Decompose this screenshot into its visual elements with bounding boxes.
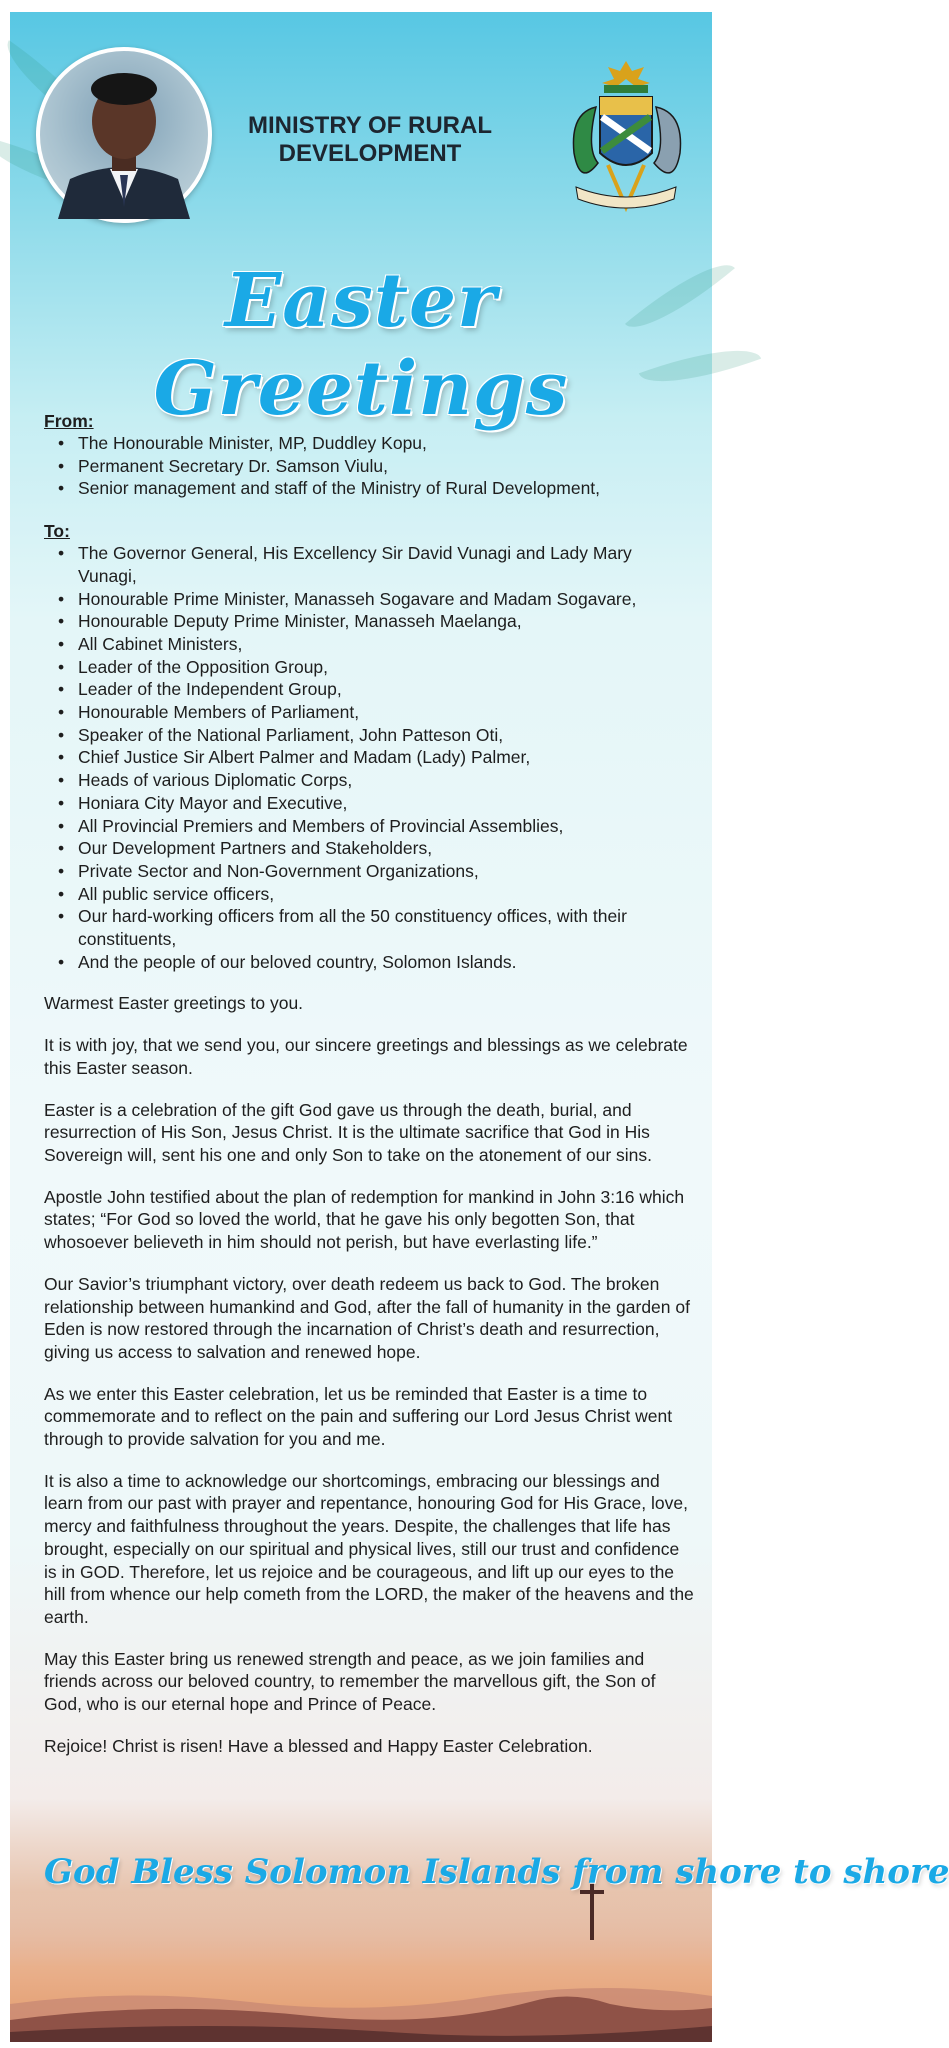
easter-greetings-title: Easter Greetings [153,258,569,432]
list-item: • Honourable Prime Minister, Manasseh Sogavare and Madam Sogavare, [44,588,694,611]
list-item: • Our hard-working officers from all the 50 constituency offices, with their constituents, [44,905,694,950]
paragraph: Rejoice! Christ is risen! Have a blessed and Happy Easter Celebration. [44,1735,593,1756]
list-item: • The Governor General, His Excellency Sir David Vunagi and Lady Mary Vunagi, [44,542,694,587]
message-body [44,410,694,1776]
top-strip [0,0,722,12]
list-item: • Speaker of the National Parliament, John Patteson Oti, [44,724,694,747]
list-item: • Honiara City Mayor and Executive, [44,792,694,815]
list-item: • All Provincial Premiers and Members of Provincial Assemblies, [44,815,694,838]
paragraph: It is with joy, that we send you, our sincere greetings and blessings as we celebrate this Easter season. [44,1035,688,1078]
to-heading: To: [44,521,70,542]
list-item: • Private Sector and Non-Government Organizations, [44,860,694,883]
portrait-illustration [40,51,208,219]
list-item: • All public service officers, [44,883,694,906]
coat-of-arms-icon [556,57,696,217]
ministry-title: MINISTRY OF RURAL DEVELOPMENT [248,112,492,167]
paragraph: Apostle John testified about the plan of redemption for mankind in John 3:16 which states; “For God so loved the world, that he gave his only begotten Son, that whosoever believeth in him should not perish, but have everlasting life.” [44,1186,685,1253]
list-item: • The Honourable Minister, MP, Duddley Kopu, [44,432,694,455]
from-list [44,432,694,500]
paragraph: Warmest Easter greetings to you. [44,993,304,1014]
list-item: • Permanent Secretary Dr. Samson Viulu, [44,455,694,478]
poster [10,12,949,2042]
closing-blessing: God Bless Solomon Islands from shore to shore [44,1852,949,1892]
paragraph: It is also a time to acknowledge our shortcomings, embracing our blessings and learn from our past with prayer and repentance, honouring God for His Grace, love, mercy and faithfulness throughout the years. Despite, the challenges that life has brought, especially on our spiritual and physical lives, still our trust and confidence is in GOD. Therefore, let us rejoice and be courageous, and lift up our eyes to the hill from whence our help cometh from the LORD, the maker of the heavens and the earth. [44,1470,694,1627]
list-item: • Senior management and staff of the Ministry of Rural Development, [44,477,694,500]
list-item: • Leader of the Opposition Group, [44,656,694,679]
list-item: • And the people of our beloved country, Solomon Islands. [44,951,694,974]
from-heading: From: [44,411,94,431]
paragraph: May this Easter bring us renewed strength and peace, as we join families and friends across our beloved country, to remember the marvellous gift, the Son of God, who is our eternal hope and Prince of Peace. [44,1648,656,1715]
list-item: • Honourable Deputy Prime Minister, Manasseh Maelanga, [44,610,694,633]
list-item: • Chief Justice Sir Albert Palmer and Madam (Lady) Palmer, [44,746,694,769]
list-item: • All Cabinet Ministers, [44,633,694,656]
list-item: • Heads of various Diplomatic Corps, [44,769,694,792]
minister-portrait [36,47,212,223]
paragraph: Our Savior’s triumphant victory, over death redeem us back to God. The broken relationship between humankind and God, after the fall of humanity in the garden of Eden is now restored through the incarnation of Christ’s death and resurrection, giving us access to salvation and renewed hope. [44,1273,690,1362]
list-item: • Leader of the Independent Group, [44,678,694,701]
paragraph: Easter is a celebration of the gift God gave us through the death, burial, and resurrection of His Son, Jesus Christ. It is the ultimate sacrifice that God in His Sovereign will, sent his one and only Son to take on the atonement of our sins. [44,1099,653,1165]
to-list [44,542,694,973]
list-item: • Honourable Members of Parliament, [44,701,694,724]
list-item: • Our Development Partners and Stakeholders, [44,837,694,860]
paragraph: As we enter this Easter celebration, let us be reminded that Easter is a time to commemorate and to reflect on the pain and suffering our Lord Jesus Christ went through to provide salvation for you and me. [44,1383,673,1450]
